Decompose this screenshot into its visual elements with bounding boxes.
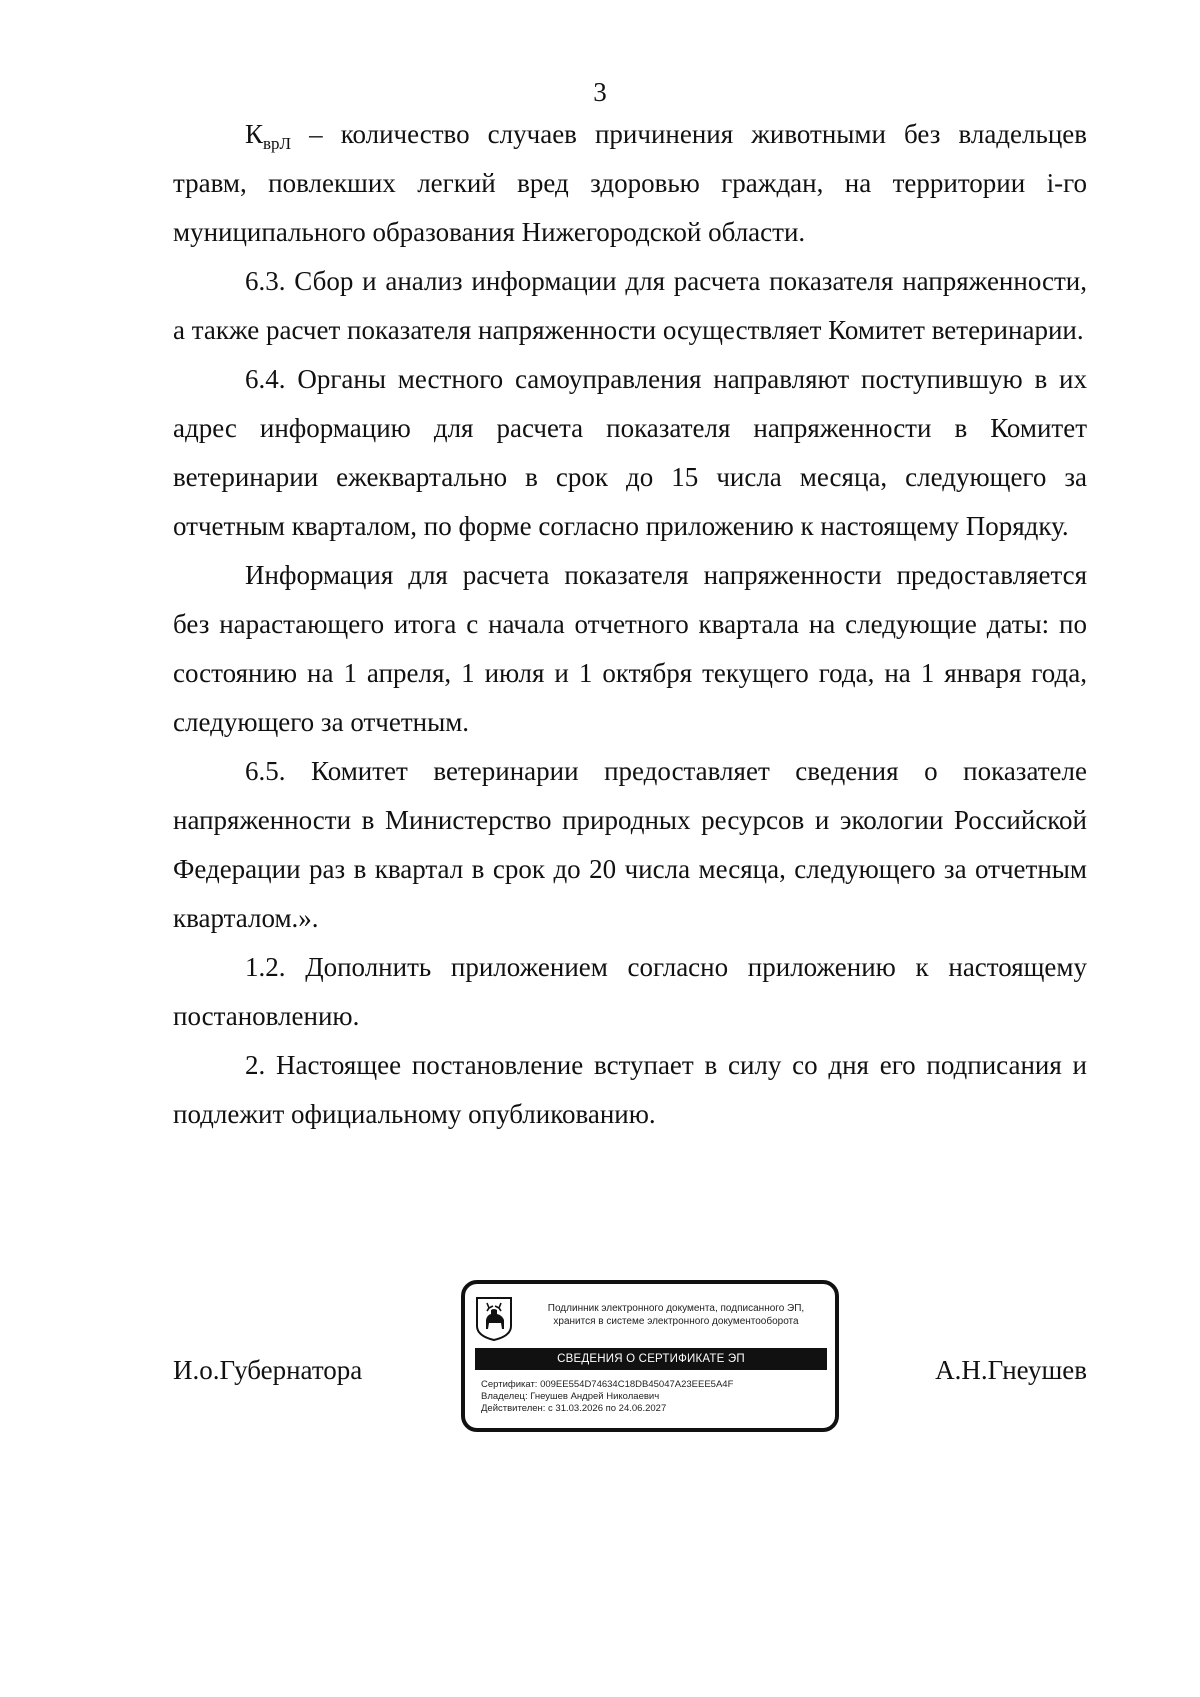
document-body [173, 110, 1087, 1139]
signatory-position: И.о.Губернатора [173, 1355, 363, 1385]
page-number: 3 [593, 77, 607, 107]
paragraph-6-5: 6.5. Комитет ветеринарии предоставляет сведения о показателе напряженности в Министерство природных ресурсов и экологии Российской Федерации раз в квартал в срок до 20 числа месяца, следующего за отчетным кварталом.». [173, 756, 1087, 933]
paragraph-1-2: 1.2. Дополнить приложением согласно приложению к настоящему постановлению. [173, 952, 1087, 1031]
stamp-header-line: хранится в системе электронного документооборота [553, 1316, 799, 1327]
certificate-owner: Владелец: Гнеушев Андрей Николаевич [481, 1391, 660, 1402]
paragraph-information-dates: Информация для расчета показателя напряженности предоставляется без нарастающего итога с начала отчетного квартала на следующие даты: по состоянию на 1 апреля, 1 июля и 1 октября текущего года, на 1 января года, следующего за отчетным. [173, 560, 1087, 737]
certificate-info-bar: СВЕДЕНИЯ О СЕРТИФИКАТЕ ЭП [475, 1348, 827, 1370]
electronic-signature-stamp [461, 1280, 839, 1432]
deer-emblem-icon [475, 1296, 513, 1342]
kvrl-definition-text: – количество случаев причинения животными без владельцев травм, повлекших легкий вред здоровью граждан, на территории i-го муниципального образования Нижегородской области. [173, 119, 1087, 247]
certificate-details [481, 1379, 821, 1415]
kvrl-subscript: врЛ [263, 134, 292, 153]
paragraph-6-4: 6.4. Органы местного самоуправления направляют поступившую в их адрес информацию для расчета показателя напряженности в Комитет ветеринарии ежеквартально в срок до 15 числа месяца, следующего за отчетным кварталом, по форме согласно приложению к настоящему Порядку. [173, 364, 1087, 541]
paragraph-6-3: 6.3. Сбор и анализ информации для расчета показателя напряженности, а также расчет показателя напряженности осуществляет Комитет ветеринарии. [173, 266, 1087, 345]
paragraph-kvrl-definition [173, 110, 1087, 257]
stamp-header [521, 1302, 831, 1328]
certificate-validity: Действителен: с 31.03.2026 по 24.06.2027 [481, 1403, 667, 1414]
kvrl-symbol: К [245, 119, 264, 149]
paragraph-2: 2. Настоящее постановление вступает в силу со дня его подписания и подлежит официальному опубликованию. [173, 1050, 1087, 1129]
signatory-name: А.Н.Гнеушев [935, 1355, 1087, 1385]
certificate-number: Сертификат: 009EE554D74634C18DB45047A23EEE5A4F [481, 1379, 734, 1390]
signature-block [173, 1262, 1087, 1430]
stamp-header-line: Подлинник электронного документа, подписанного ЭП, [547, 1303, 805, 1314]
